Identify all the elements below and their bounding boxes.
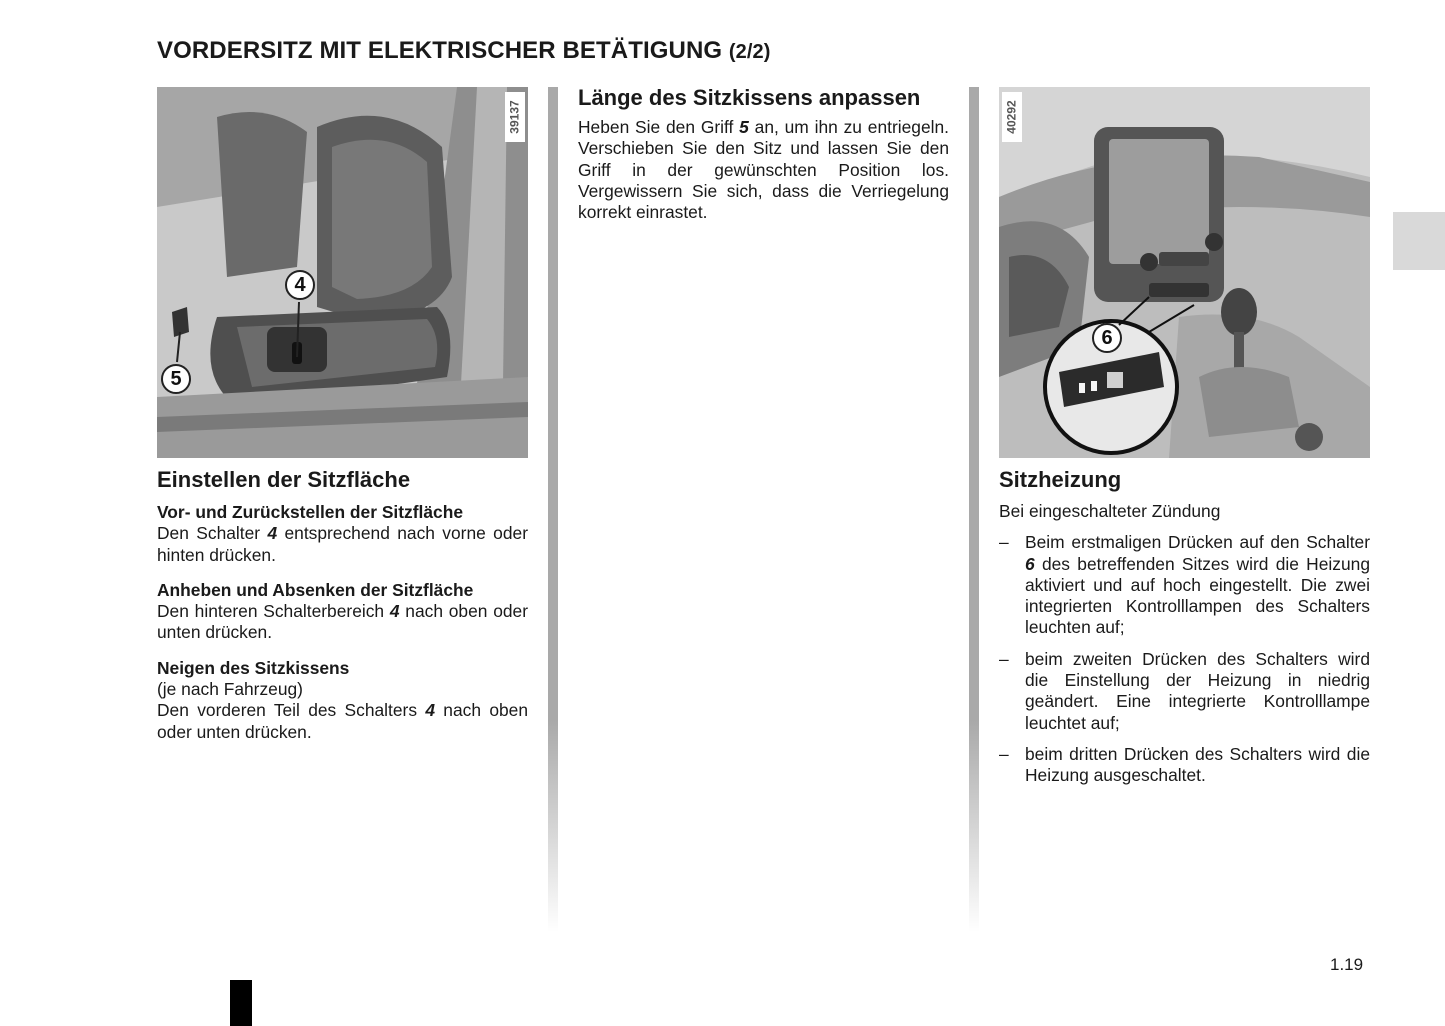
section-heading-seat-cushion: Einstellen der Sitzfläche <box>157 467 411 492</box>
subsection-text: Den Schalter 4 entsprechend nach vorne oder hinten drücken. <box>157 523 528 565</box>
cushion-length-text: Heben Sie den Griff 5 an, um ihn zu entriegeln. Verschieben Sie den Sitz und lassen Sie den Griff in der gewünschten Position los. Vergewissern Sie sich, dass die Verriegelung korrekt einrastet. <box>578 117 950 223</box>
list-item: – beim zweiten Drücken des Schalters wird die Einstellung der Heizung in niedrig geändert. Eine integrierte Kontrolllampe leuchtet auf; <box>999 648 1370 733</box>
chapter-tab <box>1393 212 1445 270</box>
dashboard-illustration <box>999 87 1370 458</box>
seat-heating-intro: Bei eingeschalteter Zündung <box>999 501 1221 521</box>
subsection-forward-backward <box>157 502 528 566</box>
ref-5: 5 <box>739 117 749 137</box>
column-cushion-length <box>578 87 949 223</box>
page-title <box>157 37 771 65</box>
dash-bullet: – <box>999 532 1009 553</box>
print-marker <box>230 980 252 1026</box>
section-heading-cushion-length: Länge des Sitzkissens anpassen <box>578 85 921 110</box>
column-separator <box>548 87 558 932</box>
subsection-label: Neigen des Sitzkissens <box>157 657 350 678</box>
subsection-note: (je nach Fahrzeug) <box>157 679 303 700</box>
subsection-text: Den vorderen Teil des Schalters 4 nach oben oder unten drücken. <box>157 700 529 742</box>
section-heading-seat-heating: Sitzheizung <box>999 467 1122 492</box>
subsection-tilt <box>157 658 528 743</box>
list-item: – beim dritten Drücken des Schalters wird die Heizung ausgeschaltet. <box>999 743 1370 786</box>
callout-4: 4 <box>285 270 315 300</box>
callout-5: 5 <box>161 364 191 394</box>
page-number: 1.19 <box>1330 955 1364 974</box>
image-id-label: 40292 <box>1002 92 1022 142</box>
image-id-label: 39137 <box>505 92 525 142</box>
subsection-raise-lower <box>157 580 528 644</box>
subsection-label: Vor- und Zurückstellen der Sitzfläche <box>157 502 463 522</box>
dashboard-photo <box>999 87 1370 458</box>
page-title-text: VORDERSITZ MIT ELEKTRISCHER BETÄTIGUNG <box>157 37 723 64</box>
callout-6: 6 <box>1092 323 1122 353</box>
ref-6: 6 <box>1025 553 1035 574</box>
seat-illustration <box>157 87 528 458</box>
page-indicator: (2/2) <box>728 41 771 63</box>
ref-4: 4 <box>425 700 436 721</box>
dash-bullet: – <box>999 743 1009 764</box>
dash-bullet: – <box>999 648 1009 669</box>
column-seat-cushion <box>157 87 528 743</box>
subsection-text: Den hinteren Schalterbereich 4 nach oben oder unten drücken. <box>157 601 529 643</box>
column-separator <box>969 87 979 932</box>
seat-photo <box>157 87 528 458</box>
ref-4: 4 <box>267 523 278 544</box>
list-item: – Beim erstmaligen Drücken auf den Schalter 6 des betreffenden Sitzes wird die Heizung aktiviert und auf hoch eingestellt. Die zwei integrierten Kontrolllampen des Schalters leuchten auf; <box>999 532 1370 638</box>
subsection-label: Anheben und Absenken der Sitzfläche <box>157 579 474 600</box>
ref-4: 4 <box>389 601 400 622</box>
column-seat-heating <box>999 87 1370 797</box>
